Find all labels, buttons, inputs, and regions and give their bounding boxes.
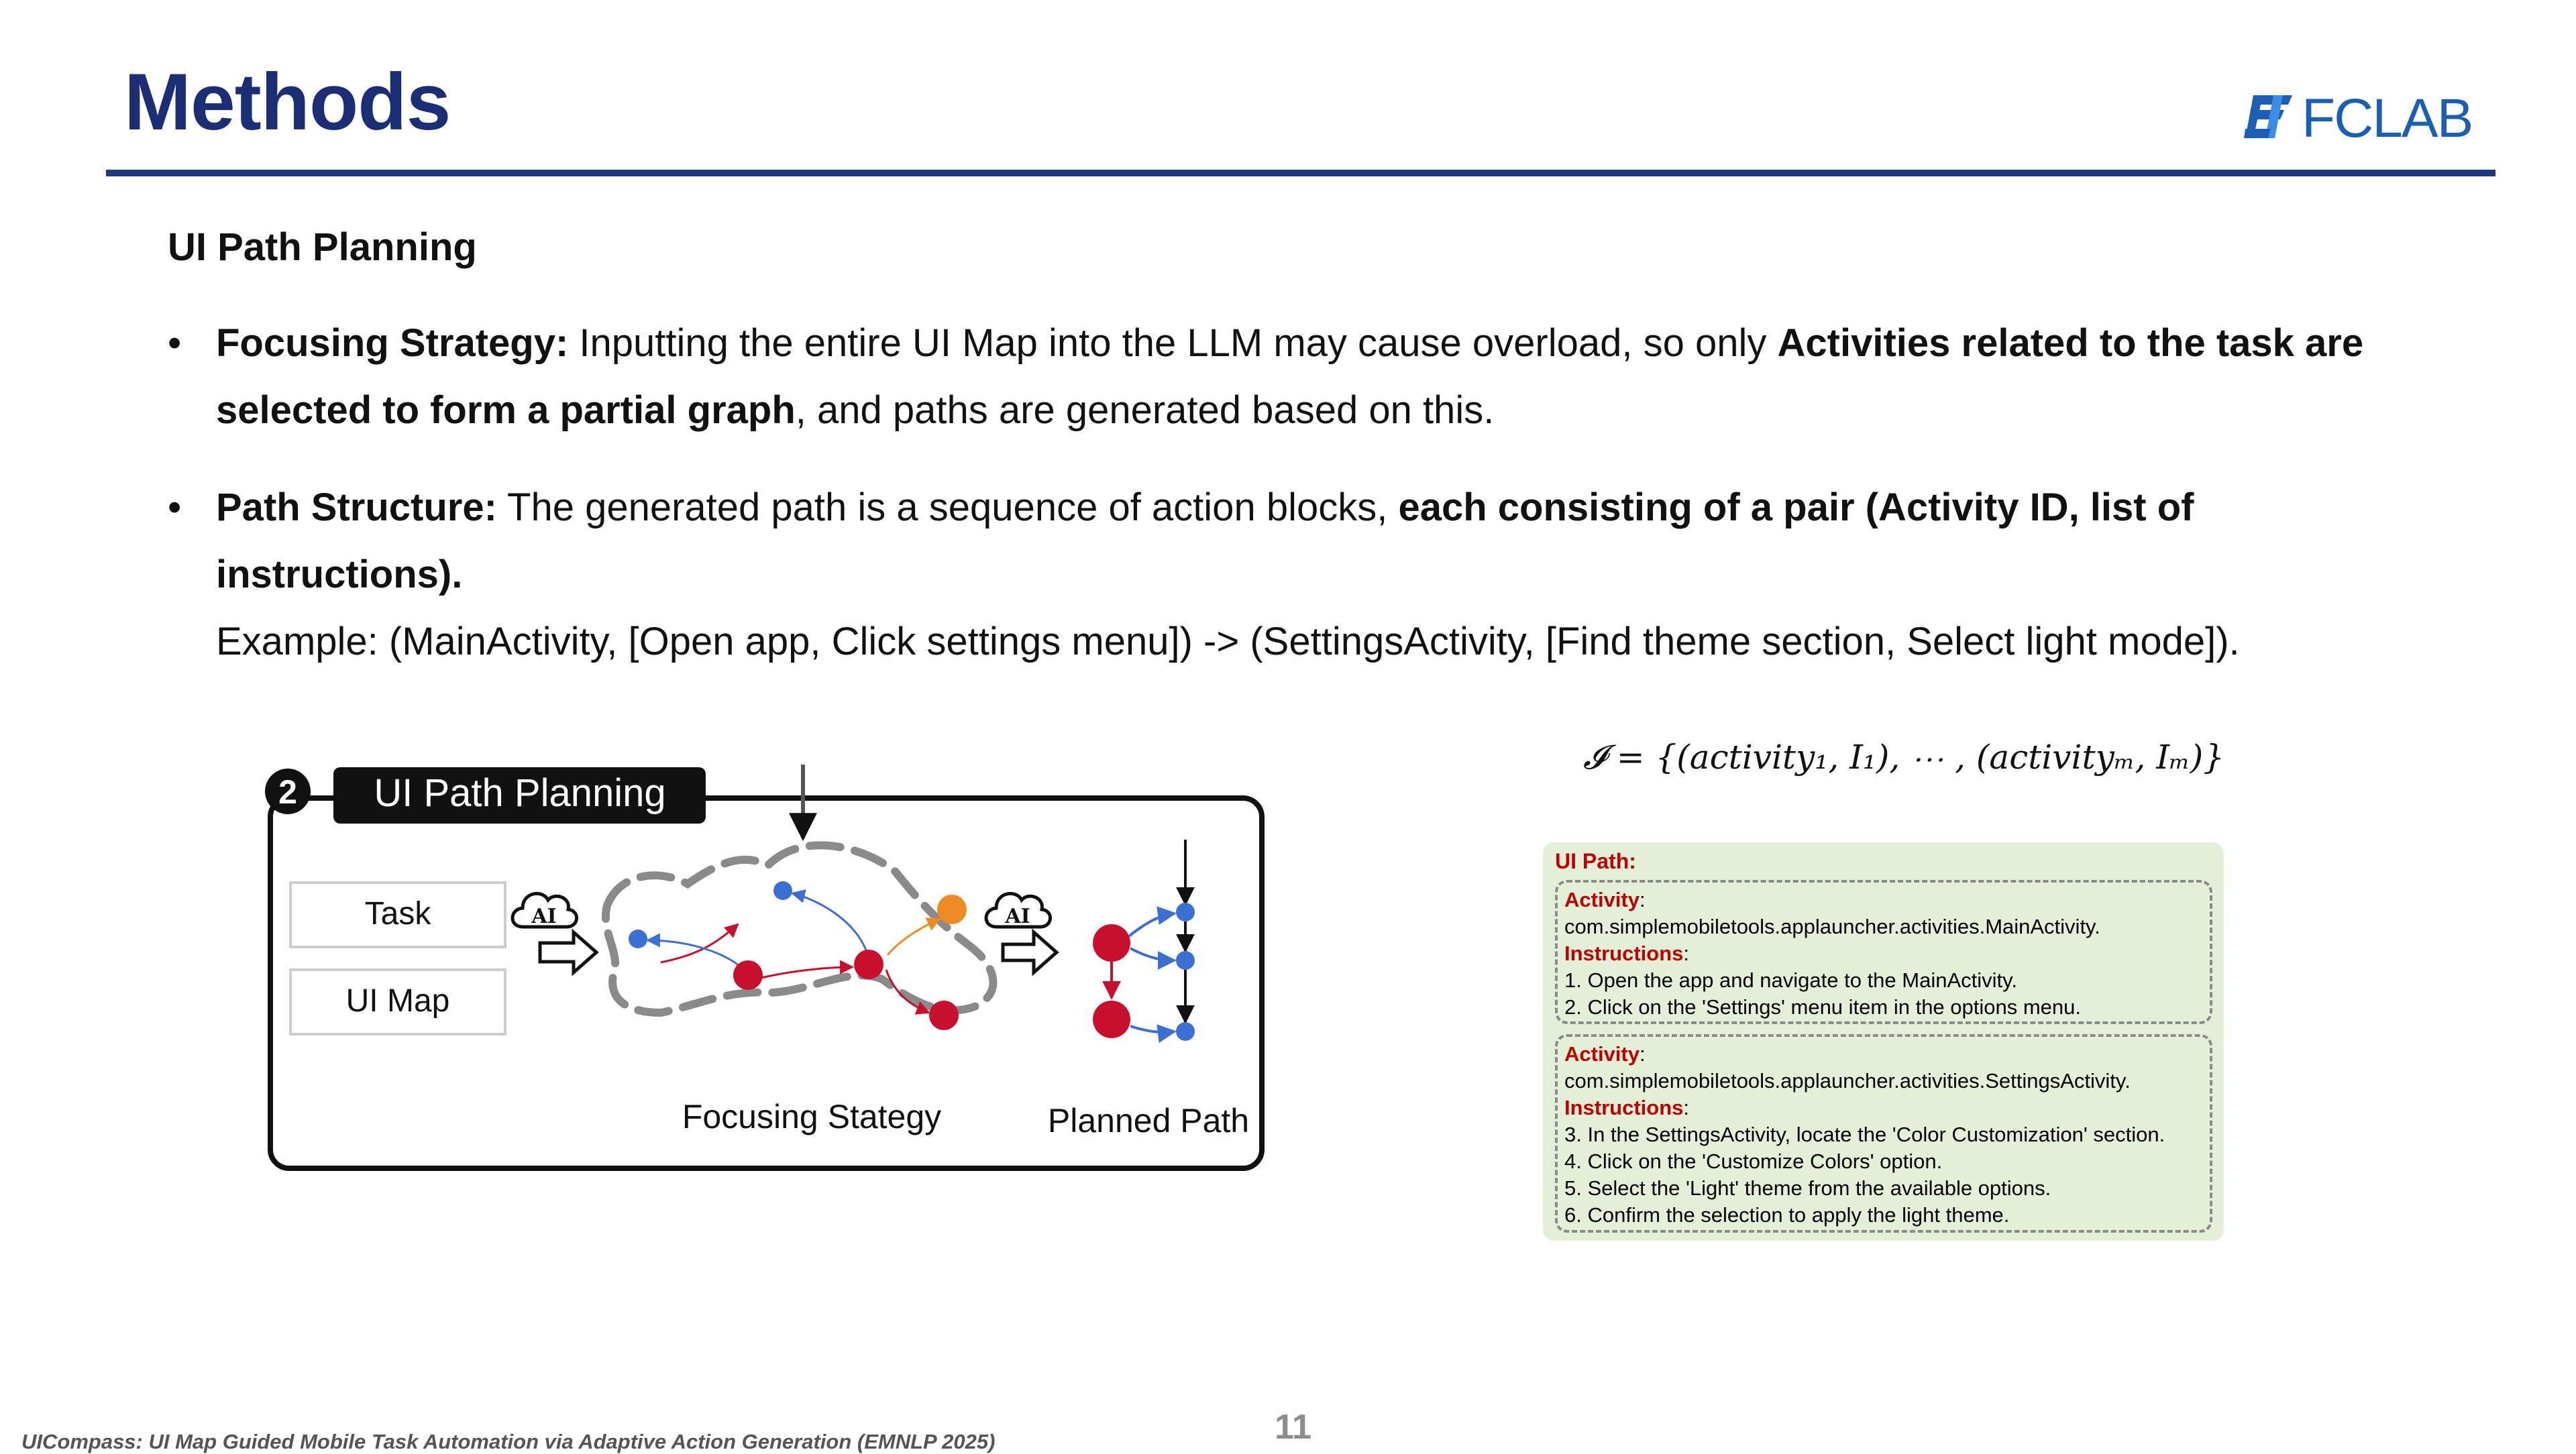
bullet-bold-text: Activities related to the task are selected to form a partial graph xyxy=(216,321,2364,432)
title-rule xyxy=(106,170,2496,176)
ui-path-label: UI Path: xyxy=(1555,849,1636,873)
bullet-marker: • xyxy=(168,321,182,365)
label-colon: : xyxy=(1639,888,1646,911)
bullet-text-end: , and paths are generated based on this. xyxy=(795,388,1495,432)
activity-id: com.simplemobiletools.applauncher.activities.MainActivity. xyxy=(1564,915,2100,938)
citation-footer: UICompass: UI Map Guided Mobile Task Automation via Adaptive Action Generation (EMNLP 2025) xyxy=(21,1430,996,1453)
bullet-path-structure xyxy=(168,474,2449,675)
section-subtitle: UI Path Planning xyxy=(168,225,477,269)
label-colon: : xyxy=(1683,1096,1690,1119)
action-block xyxy=(1555,880,2212,1024)
fclab-logo xyxy=(2244,86,2499,146)
ui-path-planning-figure xyxy=(258,751,1278,1180)
graph-node-red xyxy=(733,960,763,990)
bullet-bold-text: each consisting of a pair (Activity ID, list of instructions). xyxy=(216,486,2194,596)
logo-mark-icon xyxy=(2244,95,2292,138)
planned-node-red xyxy=(1093,1001,1130,1038)
step-number: 2 xyxy=(278,773,297,811)
instruction-step: 4. Click on the 'Customize Colors' option. xyxy=(1564,1150,1943,1173)
bullet-lead: Path Structure: xyxy=(216,486,497,529)
bullet-text: Inputting the entire UI Map into the LLM may cause overload, so only xyxy=(568,321,1778,365)
instruction-step: 5. Select the 'Light' theme from the available options. xyxy=(1564,1176,2051,1200)
input-task-label: Task xyxy=(364,896,431,932)
instructions-label: Instructions xyxy=(1564,1096,1684,1119)
activity-label: Activity xyxy=(1564,888,1640,911)
label-colon: : xyxy=(1683,942,1690,965)
bullet-example: Example: (MainActivity, [Open app, Click settings menu]) -> (SettingsActivity, [Find theme section, Select light mode]). xyxy=(216,620,2240,663)
bullet-lead: Focusing Strategy: xyxy=(216,321,569,365)
slide-title: Methods xyxy=(124,57,451,147)
instructions-label: Instructions xyxy=(1564,942,1684,965)
figure-header: UI Path Planning xyxy=(374,771,666,815)
ai-label: AI xyxy=(1005,905,1030,928)
path-formula: 𝓘 = {(activity₁, I₁), ⋯ , (activityₘ, Iₘ)} xyxy=(1583,738,2225,777)
planned-node-blue xyxy=(1176,903,1195,921)
instruction-step: 2. Click on the 'Settings' menu item in the options menu. xyxy=(1564,995,2082,1019)
graph-node-red xyxy=(854,950,883,979)
focusing-label: Focusing Stategy xyxy=(682,1098,942,1135)
instruction-step: 6. Confirm the selection to apply the light theme. xyxy=(1564,1203,2010,1227)
planned-node-blue xyxy=(1176,1022,1195,1041)
planned-node-red xyxy=(1093,924,1130,962)
bullet-text: The generated path is a sequence of action blocks, xyxy=(496,486,1399,529)
activity-id: com.simplemobiletools.applauncher.activities.SettingsActivity. xyxy=(1564,1069,2131,1093)
input-map-label: UI Map xyxy=(345,983,450,1019)
planned-path-label: Planned Path xyxy=(1047,1102,1250,1139)
graph-node-blue xyxy=(629,930,647,948)
planned-node-blue xyxy=(1176,951,1195,970)
bullet-focusing-strategy xyxy=(168,310,2449,444)
ai-label: AI xyxy=(531,905,557,928)
graph-node-orange xyxy=(937,895,967,924)
label-colon: : xyxy=(1639,1042,1646,1066)
page-number: 11 xyxy=(1275,1408,1311,1447)
activity-label: Activity xyxy=(1564,1042,1640,1066)
graph-node-red xyxy=(929,1001,959,1030)
bullet-marker: • xyxy=(168,486,182,529)
ui-path-example xyxy=(1543,842,2224,1241)
graph-node-blue xyxy=(773,881,792,900)
action-block xyxy=(1555,1034,2212,1233)
instruction-step: 3. In the SettingsActivity, locate the 'Color Customization' section. xyxy=(1564,1123,2165,1146)
instruction-step: 1. Open the app and navigate to the MainActivity. xyxy=(1564,968,2017,992)
logo-text: FCLAB xyxy=(2302,88,2473,146)
